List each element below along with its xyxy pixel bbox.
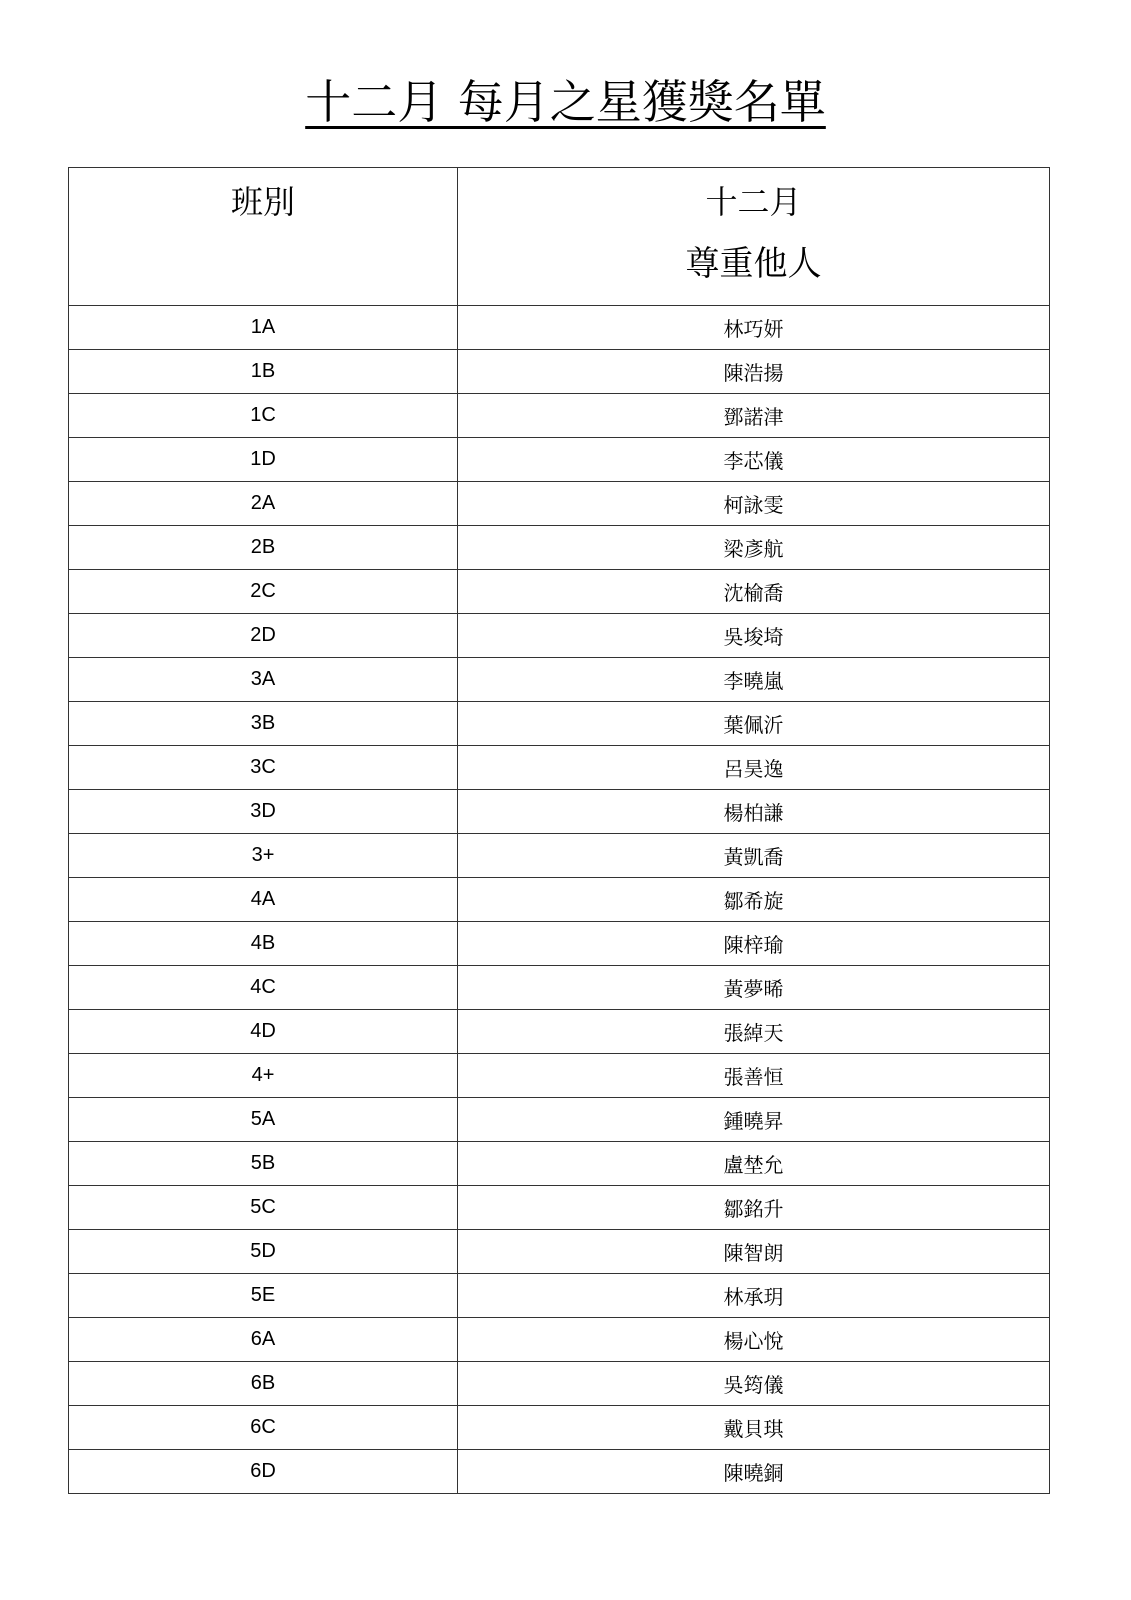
- page-title: [0, 72, 1131, 132]
- student-name-cell: 陳梓瑜: [458, 922, 1050, 966]
- student-name-cell: 鄒銘升: [458, 1186, 1050, 1230]
- table-row: [69, 746, 1050, 790]
- student-name-cell: 張綽天: [458, 1010, 1050, 1054]
- student-name-cell: 黃夢晞: [458, 966, 1050, 1010]
- table-row: [69, 966, 1050, 1010]
- table-row: [69, 1142, 1050, 1186]
- student-name-cell: 李芯儀: [458, 438, 1050, 482]
- class-cell: 1B: [69, 350, 458, 394]
- class-cell: 6C: [69, 1406, 458, 1450]
- class-cell: 3+: [69, 834, 458, 878]
- class-cell: 5D: [69, 1230, 458, 1274]
- table-row: [69, 306, 1050, 350]
- table-row: [69, 658, 1050, 702]
- table-body: [69, 306, 1050, 1494]
- class-cell: 3C: [69, 746, 458, 790]
- student-name-cell: 陳浩揚: [458, 350, 1050, 394]
- class-cell: 2A: [69, 482, 458, 526]
- class-cell: 6A: [69, 1318, 458, 1362]
- class-cell: 4C: [69, 966, 458, 1010]
- class-cell: 3D: [69, 790, 458, 834]
- class-cell: 6B: [69, 1362, 458, 1406]
- table-row: [69, 482, 1050, 526]
- class-cell: 4A: [69, 878, 458, 922]
- table-header-row: [69, 168, 1050, 306]
- student-name-cell: 楊心悅: [458, 1318, 1050, 1362]
- class-cell: 5A: [69, 1098, 458, 1142]
- student-name-cell: 鄧諾津: [458, 394, 1050, 438]
- header-month-label: 十二月: [705, 183, 802, 221]
- table-row: [69, 1098, 1050, 1142]
- header-class-cell: [69, 168, 458, 306]
- table-row: [69, 790, 1050, 834]
- class-cell: 5E: [69, 1274, 458, 1318]
- table-row: [69, 1406, 1050, 1450]
- table-row: [69, 350, 1050, 394]
- student-name-cell: 陳曉銅: [458, 1450, 1050, 1494]
- student-name-cell: 葉佩沂: [458, 702, 1050, 746]
- table-row: [69, 1010, 1050, 1054]
- table-row: [69, 526, 1050, 570]
- student-name-cell: 吳埈埼: [458, 614, 1050, 658]
- class-cell: 4+: [69, 1054, 458, 1098]
- header-theme-label: 尊重他人: [685, 244, 822, 284]
- table-row: [69, 1318, 1050, 1362]
- student-name-cell: 梁彥航: [458, 526, 1050, 570]
- table-row: [69, 614, 1050, 658]
- table-row: [69, 1274, 1050, 1318]
- table-row: [69, 834, 1050, 878]
- table-row: [69, 1230, 1050, 1274]
- award-table: [68, 167, 1050, 1494]
- table-row: [69, 394, 1050, 438]
- student-name-cell: 吳筠儀: [458, 1362, 1050, 1406]
- student-name-cell: 盧埜允: [458, 1142, 1050, 1186]
- header-class-label: 班別: [230, 183, 295, 221]
- class-cell: 3A: [69, 658, 458, 702]
- class-cell: 3B: [69, 702, 458, 746]
- student-name-cell: 鄒希旋: [458, 878, 1050, 922]
- class-cell: 2C: [69, 570, 458, 614]
- table-row: [69, 438, 1050, 482]
- class-cell: 2B: [69, 526, 458, 570]
- student-name-cell: 鍾曉昇: [458, 1098, 1050, 1142]
- student-name-cell: 柯詠雯: [458, 482, 1050, 526]
- page-title-text: 十二月 每月之星獲獎名單: [305, 75, 826, 129]
- table-row: [69, 702, 1050, 746]
- student-name-cell: 陳智朗: [458, 1230, 1050, 1274]
- class-cell: 4B: [69, 922, 458, 966]
- student-name-cell: 沈榆喬: [458, 570, 1050, 614]
- table-row: [69, 922, 1050, 966]
- header-award-cell: [458, 168, 1050, 306]
- table-row: [69, 570, 1050, 614]
- class-cell: 4D: [69, 1010, 458, 1054]
- student-name-cell: 戴貝琪: [458, 1406, 1050, 1450]
- class-cell: 1C: [69, 394, 458, 438]
- student-name-cell: 呂昊逸: [458, 746, 1050, 790]
- student-name-cell: 林巧妍: [458, 306, 1050, 350]
- table-row: [69, 1362, 1050, 1406]
- student-name-cell: 張善恒: [458, 1054, 1050, 1098]
- class-cell: 5B: [69, 1142, 458, 1186]
- table-row: [69, 1450, 1050, 1494]
- table-row: [69, 1186, 1050, 1230]
- student-name-cell: 李曉嵐: [458, 658, 1050, 702]
- table-row: [69, 1054, 1050, 1098]
- class-cell: 1A: [69, 306, 458, 350]
- student-name-cell: 楊柏謙: [458, 790, 1050, 834]
- student-name-cell: 黃凱喬: [458, 834, 1050, 878]
- class-cell: 2D: [69, 614, 458, 658]
- class-cell: 6D: [69, 1450, 458, 1494]
- class-cell: 1D: [69, 438, 458, 482]
- table-row: [69, 878, 1050, 922]
- class-cell: 5C: [69, 1186, 458, 1230]
- student-name-cell: 林承玥: [458, 1274, 1050, 1318]
